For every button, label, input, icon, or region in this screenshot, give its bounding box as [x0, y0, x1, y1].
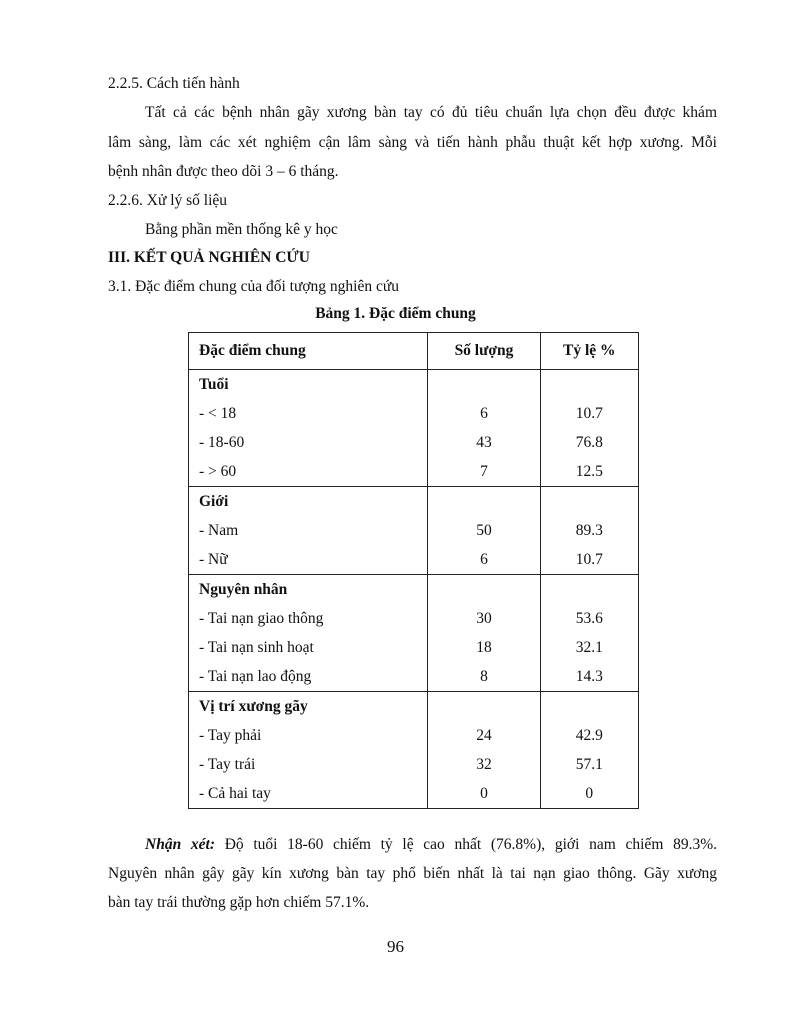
group-title-row-age	[189, 370, 639, 400]
group-title-age: Tuổi	[189, 370, 428, 400]
row-percent: 42.9	[540, 721, 638, 750]
row-label: - Cả hai tay	[189, 779, 428, 809]
row-percent: 10.7	[540, 399, 638, 428]
group-title-fracture-site: Vị trí xương gãy	[189, 692, 428, 722]
row-percent: 57.1	[540, 750, 638, 779]
results-subheading: 3.1. Đặc điểm chung của đối tượng nghiên cứu	[108, 278, 400, 295]
table-header-row	[189, 333, 639, 370]
row-count: 6	[428, 399, 540, 428]
row-label: - > 60	[189, 457, 428, 487]
section-225-paragraph-line-1: Tất cả các bệnh nhân gãy xương bàn tay có đủ tiêu chuẩn lựa chọn đều được khám	[145, 104, 717, 121]
row-percent: 32.1	[540, 633, 638, 662]
row-percent: 12.5	[540, 457, 638, 487]
header-characteristic: Đặc điểm chung	[189, 333, 428, 370]
row-label: - 18-60	[189, 428, 428, 457]
row-percent: 0	[540, 779, 638, 809]
group-title-sex: Giới	[189, 487, 428, 517]
row-label: - Tai nạn sinh hoạt	[189, 633, 428, 662]
table-caption: Bảng 1. Đặc điểm chung	[315, 305, 476, 322]
table-row	[189, 428, 639, 457]
row-count: 18	[428, 633, 540, 662]
row-label: - Nữ	[189, 545, 428, 575]
table-row	[189, 721, 639, 750]
table-row	[189, 457, 639, 487]
section-225-paragraph-line-2: lâm sàng, làm các xét nghiệm cận lâm sàng và tiến hành phẫu thuật kết hợp xương. Mỗi	[108, 134, 717, 151]
results-heading: III. KẾT QUẢ NGHIÊN CỨU	[108, 249, 310, 266]
row-count: 7	[428, 457, 540, 487]
characteristics-table	[188, 332, 639, 809]
table-row	[189, 662, 639, 692]
row-label: - Tai nạn lao động	[189, 662, 428, 692]
remark-line-2: Nguyên nhân gây gãy kín xương bàn tay phổ biến nhất là tai nạn giao thông. Gãy xương	[108, 865, 717, 882]
table-row	[189, 604, 639, 633]
row-percent: 53.6	[540, 604, 638, 633]
table-row	[189, 750, 639, 779]
section-225-heading: 2.2.5. Cách tiến hành	[108, 75, 240, 92]
row-label: - Nam	[189, 516, 428, 545]
remark-line-3: bàn tay trái thường gặp hơn chiếm 57.1%.	[108, 894, 370, 911]
row-percent: 14.3	[540, 662, 638, 692]
row-count: 24	[428, 721, 540, 750]
group-title-row-cause	[189, 575, 639, 605]
section-226-paragraph: Bằng phần mền thống kê y học	[145, 221, 338, 238]
table-row	[189, 545, 639, 575]
row-count: 6	[428, 545, 540, 575]
remark-text-1: Độ tuổi 18-60 chiếm tỷ lệ cao nhất (76.8%), giới nam chiếm 89.3%.	[215, 836, 717, 853]
table-row	[189, 633, 639, 662]
remark-label: Nhận xét:	[145, 836, 215, 853]
remark-line-1	[145, 835, 717, 855]
row-percent: 10.7	[540, 545, 638, 575]
row-label: - < 18	[189, 399, 428, 428]
row-count: 8	[428, 662, 540, 692]
group-title-row-sex	[189, 487, 639, 517]
row-percent: 76.8	[540, 428, 638, 457]
table-row	[189, 516, 639, 545]
table-row	[189, 779, 639, 809]
page-number: 96	[387, 937, 404, 956]
row-count: 30	[428, 604, 540, 633]
header-percent: Tỷ lệ %	[540, 333, 638, 370]
row-count: 32	[428, 750, 540, 779]
row-count: 50	[428, 516, 540, 545]
header-count: Số lượng	[428, 333, 540, 370]
row-percent: 89.3	[540, 516, 638, 545]
row-label: - Tay phải	[189, 721, 428, 750]
section-226-heading: 2.2.6. Xử lý số liệu	[108, 192, 228, 209]
row-count: 43	[428, 428, 540, 457]
row-count: 0	[428, 779, 540, 809]
row-label: - Tay trái	[189, 750, 428, 779]
section-225-paragraph-line-3: bệnh nhân được theo dõi 3 – 6 tháng.	[108, 163, 339, 180]
group-title-row-fracture-site	[189, 692, 639, 722]
row-label: - Tai nạn giao thông	[189, 604, 428, 633]
group-title-cause: Nguyên nhân	[189, 575, 428, 605]
table-row	[189, 399, 639, 428]
